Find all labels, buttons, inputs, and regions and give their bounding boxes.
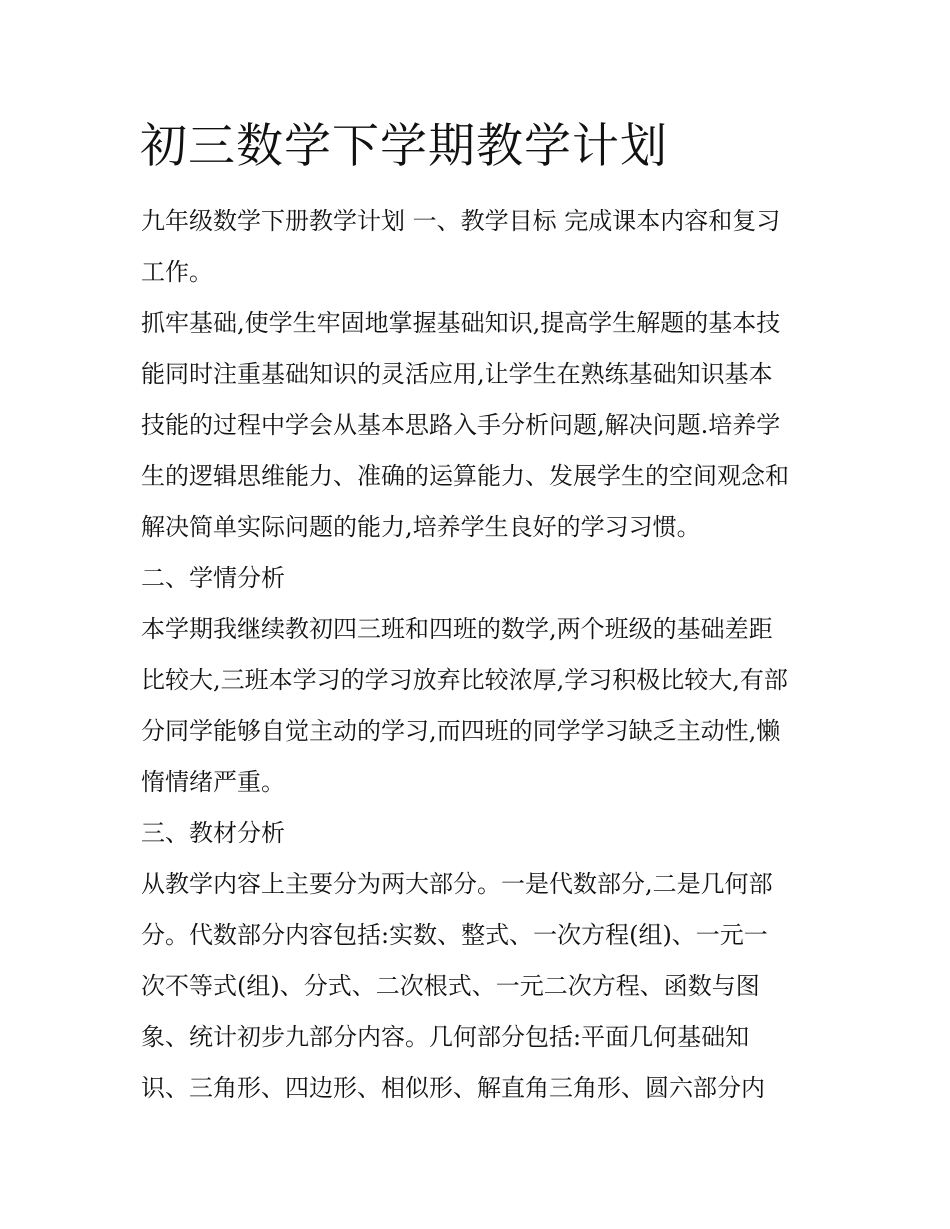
text-line: 从教学内容上主要分为两大部分。一是代数部分,二是几何部 — [141, 870, 773, 898]
text-line: 识、三角形、四边形、相似形、解直角三角形、圆六部分内 — [141, 1074, 765, 1102]
text-line: 九年级数学下册教学计划 一、教学目标 完成课本内容和复习 — [141, 207, 781, 235]
text-line: 比较大,三班本学习的学习放弃比较浓厚,学习积极比较大,有部 — [141, 666, 788, 694]
text-line: 本学期我继续教初四三班和四班的数学,两个班级的基础差距 — [141, 615, 773, 643]
text-line: 解决简单实际问题的能力,培养学生良好的学习习惯。 — [141, 513, 701, 541]
text-line: 抓牢基础,使学生牢固地掌握基础知识,提高学生解题的基本技 — [141, 309, 781, 337]
document-body — [141, 196, 816, 1114]
text-line: 分同学能够自觉主动的学习,而四班的同学学习缺乏主动性,懒 — [141, 717, 781, 745]
text-line: 次不等式(组)、分式、二次根式、一元二次方程、函数与图 — [141, 972, 760, 1000]
text-line: 能同时注重基础知识的灵活应用,让学生在熟练基础知识基本 — [141, 360, 773, 388]
section-heading: 三、教材分析 — [141, 819, 285, 847]
text-line: 技能的过程中学会从基本思路入手分析问题,解决问题.培养学 — [141, 411, 781, 439]
document-title: 初三数学下学期教学计划 — [140, 119, 668, 174]
text-line: 惰情绪严重。 — [141, 768, 285, 796]
section-heading: 二、学情分析 — [141, 564, 285, 592]
text-line: 分。代数部分内容包括:实数、整式、一次方程(组)、一元一 — [141, 921, 768, 949]
text-line: 象、统计初步九部分内容。几何部分包括:平面几何基础知 — [141, 1023, 750, 1051]
text-line: 工作。 — [141, 258, 213, 286]
text-line: 生的逻辑思维能力、准确的运算能力、发展学生的空间观念和 — [141, 462, 789, 490]
